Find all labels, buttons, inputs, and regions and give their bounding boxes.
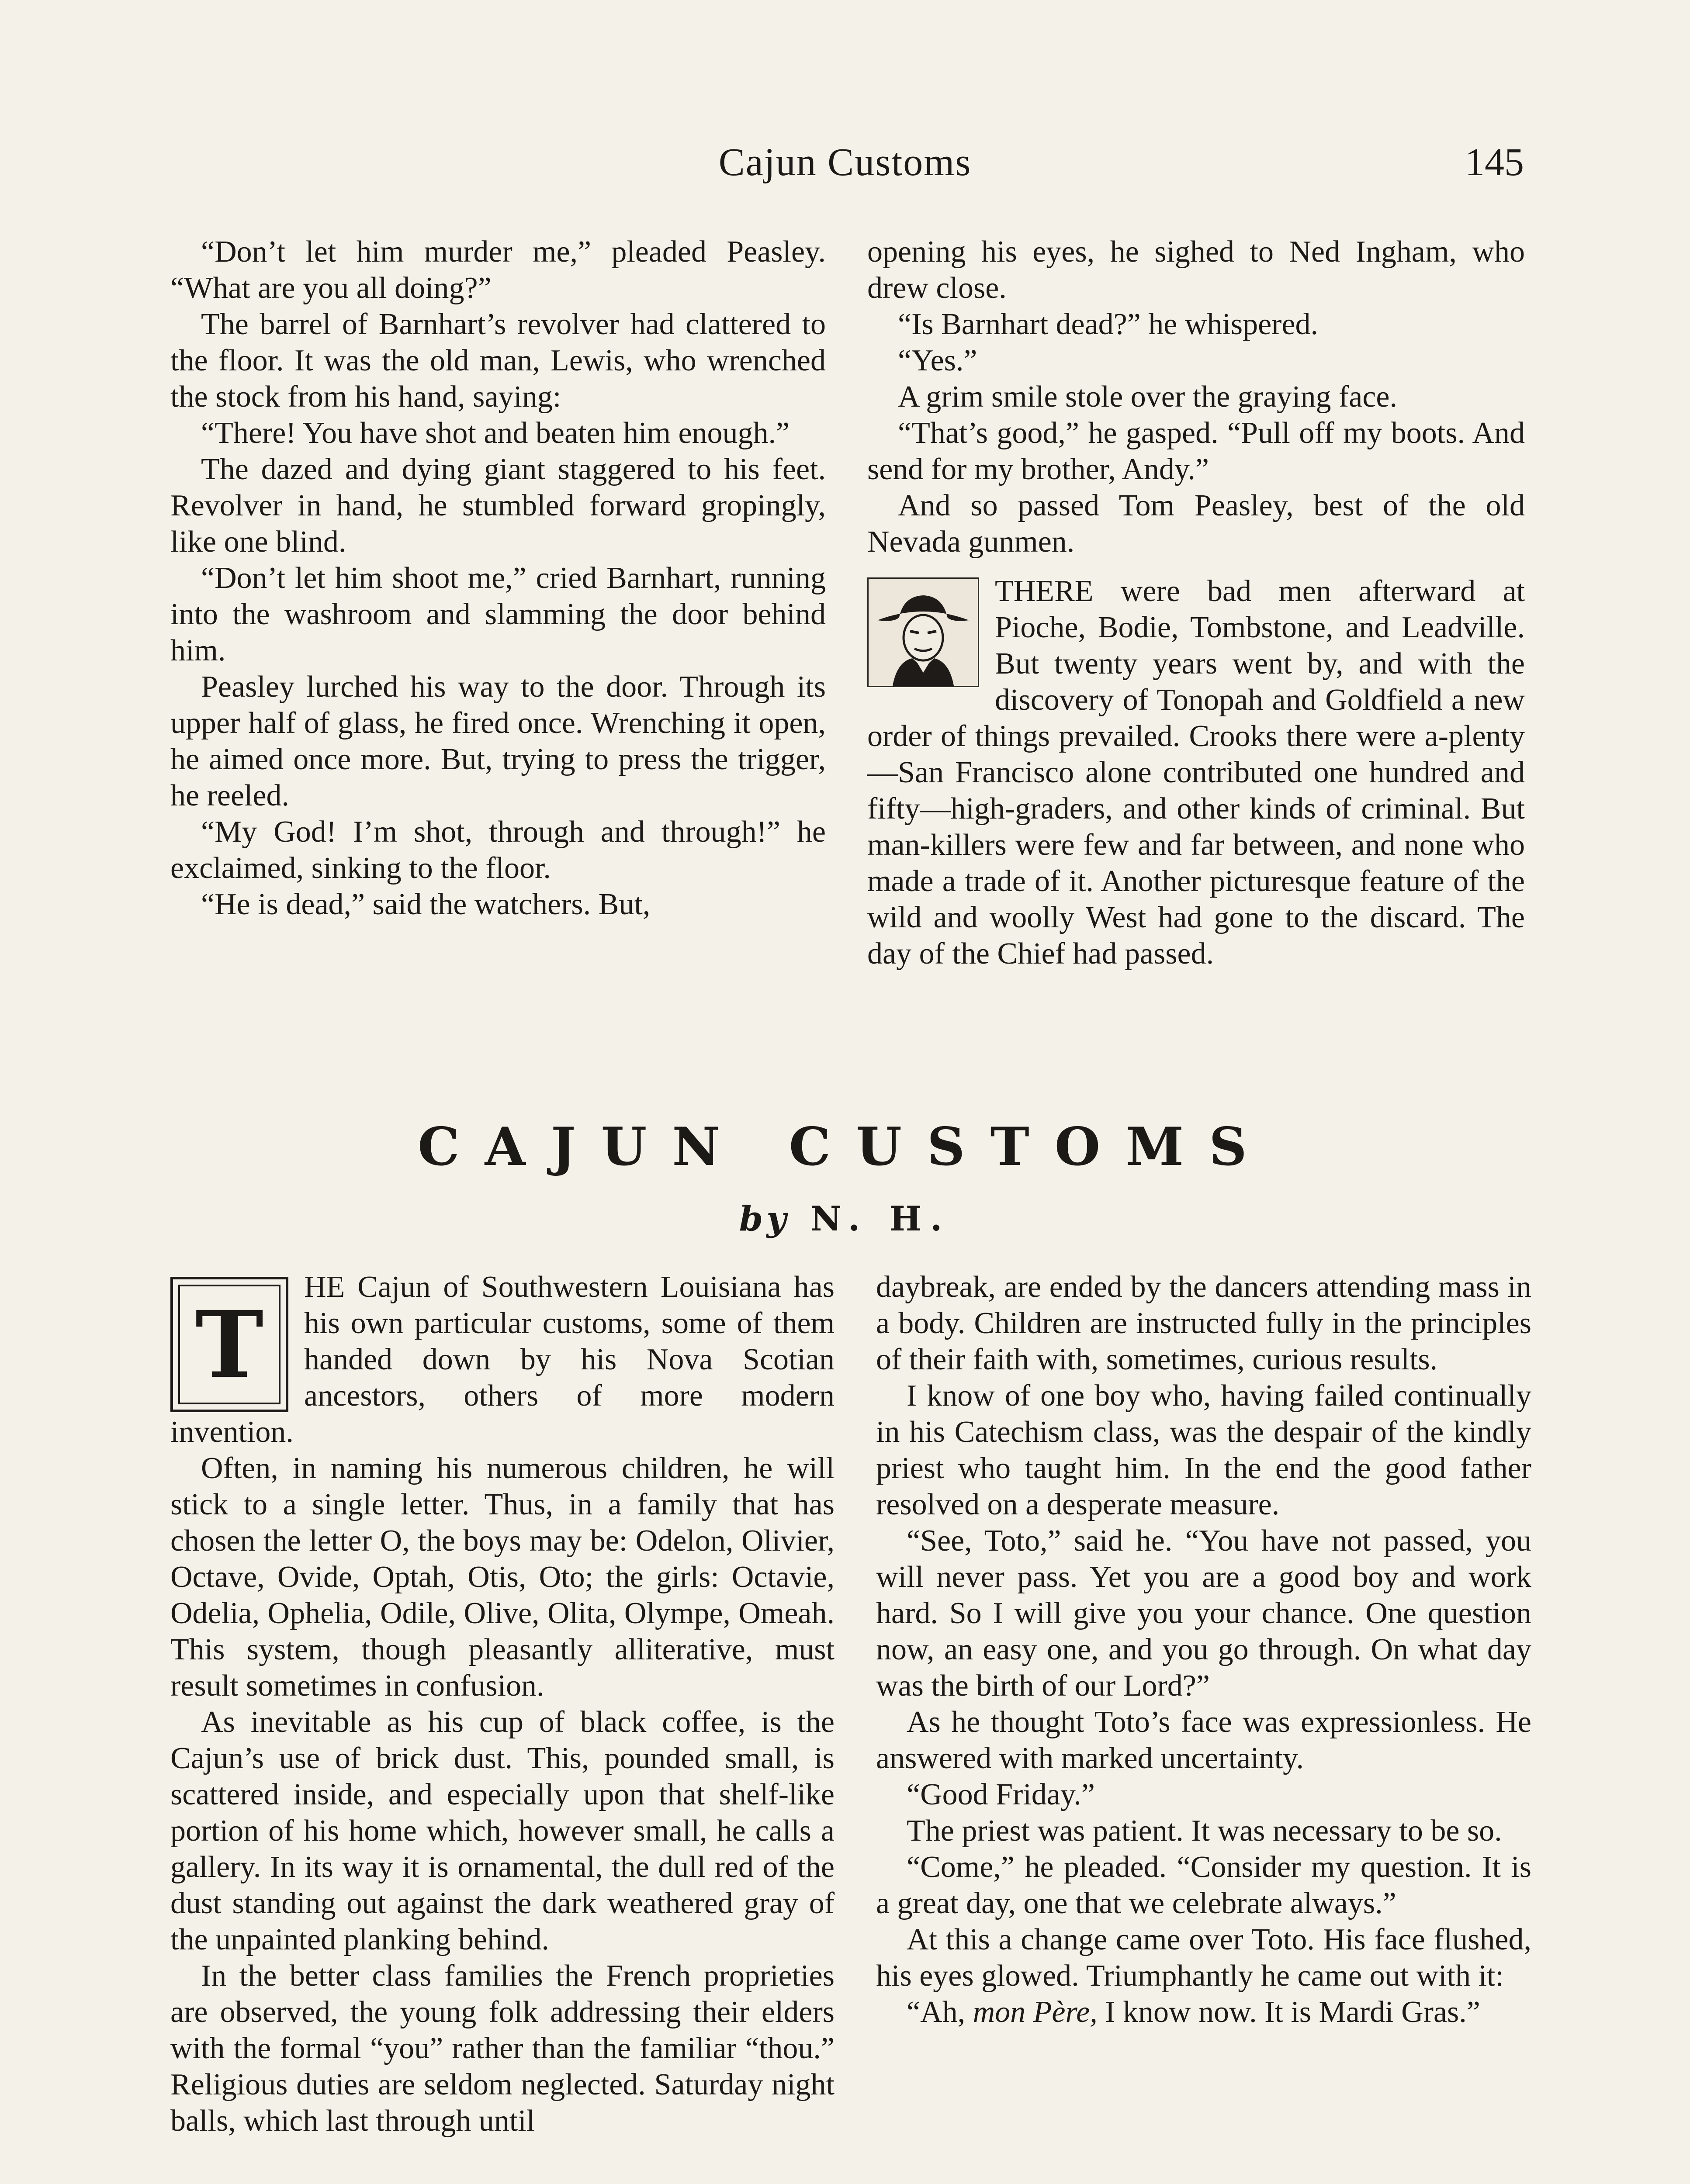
final-line-italic: mon Père, xyxy=(973,1995,1098,2029)
paragraph: “My God! I’m shot, through and through!” he exclaimed, sinking to the floor. xyxy=(170,815,826,885)
paragraph: “Is Barnhart dead?” he whispered. xyxy=(898,308,1319,341)
paragraph: At this a change came over Toto. His face flushed, his eyes glowed. Triumphantly he came out with it: xyxy=(876,1923,1531,1993)
paragraph: The barrel of Barnhart’s revolver had clattered to the floor. It was the old man, Lewis, who wrenched the stock from his hand, saying: xyxy=(170,308,826,414)
paragraph: “There! You have shot and beaten him enough.” xyxy=(201,416,790,450)
paragraph: “See, Toto,” said he. “You have not passed, you will never pass. Yet you are a good boy and work hard. So I will give you your chance. One question now, an easy one, and you go through. On what day was the birth of our Lord?” xyxy=(876,1524,1531,1703)
byline xyxy=(0,1199,1690,1239)
paragraph: “That’s good,” he gasped. “Pull off my boots. And send for my brother, Andy.” xyxy=(867,416,1525,486)
article-left-column xyxy=(170,1269,835,2139)
article-right-column xyxy=(876,1269,1531,2030)
paragraph: “He is dead,” said the watchers. But, xyxy=(201,888,651,921)
paragraph: As he thought Toto’s face was expressionless. He answered with marked uncertainty. xyxy=(876,1705,1531,1775)
paragraph-continuation: opening his eyes, he sighed to Ned Ingham, who drew close. xyxy=(867,235,1525,305)
byline-prefix: by xyxy=(739,1199,790,1239)
paragraph: “Good Friday.” xyxy=(907,1778,1095,1811)
paragraph: In the better class families the French proprieties are observed, the young folk addressing their elders with the formal “you” rather than the familiar “thou.” Religious duties are seldom neglected. Saturday night balls, which last through until xyxy=(170,1959,835,2138)
paragraph: The dazed and dying giant staggered to his feet. Revolver in hand, he stumbled forward gropingly, like one blind. xyxy=(170,453,826,559)
prior-story-left-column xyxy=(170,234,826,923)
article-title: CAJUN CUSTOMS xyxy=(418,1116,1272,1178)
paragraph: I know of one boy who, having failed continually in his Catechism class, was the despair of the kindly priest who taught him. In the end the good father resolved on a desperate measure. xyxy=(876,1379,1531,1521)
paragraph: Often, in naming his numerous children, he will stick to a single letter. Thus, in a family that has chosen the letter O, the boys may be: Odelon, Olivier, Octave, Ovide, Optah, Otis, Oto; the girls: Octavie, Odelia, Ophelia, Odile, Olive, Olita, Olympe, Omeah. This system, though pleasantly alliterative, must result sometimes in confusion. xyxy=(170,1451,835,1703)
byline-author: N. H. xyxy=(810,1199,951,1239)
paragraph: As inevitable as his cup of black coffee, is the Cajun’s use of brick dust. This, pounded small, is scattered inside, and especially upon that shelf-like portion of his home which, however small, he calls a gallery. In its way it is ornamental, the dull red of the dust standing out against the dark weathered gray of the unpainted planking behind. xyxy=(170,1705,835,1956)
paragraph: And so passed Tom Peasley, best of the old Nevada gunmen. xyxy=(867,489,1525,559)
final-line-end: I know now. It is Mardi Gras.” xyxy=(1097,1995,1480,2029)
paragraph: “Come,” he pleaded. “Consider my question. It is a great day, one that we celebrate always.” xyxy=(876,1850,1531,1920)
paragraph: “Don’t let him murder me,” pleaded Peasley. “What are you all doing?” xyxy=(170,235,826,305)
paragraph-continuation: daybreak, are ended by the dancers attending mass in a body. Children are instructed fully in the principles of their faith with, sometimes, curious results. xyxy=(876,1270,1531,1376)
paragraph: A grim smile stole over the graying face. xyxy=(898,380,1398,414)
drop-cap: T xyxy=(170,1277,288,1412)
final-line-start: “Ah, xyxy=(907,1995,973,2029)
paragraph: The priest was patient. It was necessary to be so. xyxy=(907,1814,1502,1848)
page-number: 145 xyxy=(1465,141,1524,184)
paragraph: THERE were bad men afterward at Pioche, Bodie, Tombstone, and Leadville. But twenty years went by, and with the discovery of Tonopah and Goldfield a new order of things prevailed. Crooks there were a-plenty—San Francisco alone contributed one hundred and fifty—high-graders, and other kinds of criminal. But man-killers were few and far between, and none who made a trade of it. Another picturesque feature of the wild and woolly West had gone to the discard. The day of the Chief had passed. xyxy=(867,574,1525,971)
prior-story-right-column xyxy=(867,234,1525,972)
paragraph: Peasley lurched his way to the door. Through its upper half of glass, he fired once. Wrenching it open, he aimed once more. But, trying to press the trigger, he reeled. xyxy=(170,670,826,812)
paragraph: “Don’t let him shoot me,” cried Barnhart, running into the washroom and slamming the door behind him. xyxy=(170,561,826,667)
paragraph: HE Cajun of Southwestern Louisiana has his own particular customs, some of them handed down by his Nova Scotian ancestors, others of more modern invention. xyxy=(170,1270,835,1449)
paragraph-final xyxy=(876,1994,1531,2030)
running-title: Cajun Customs xyxy=(718,141,972,184)
cowboy-portrait-icon xyxy=(867,577,979,687)
paragraph: “Yes.” xyxy=(898,344,977,377)
